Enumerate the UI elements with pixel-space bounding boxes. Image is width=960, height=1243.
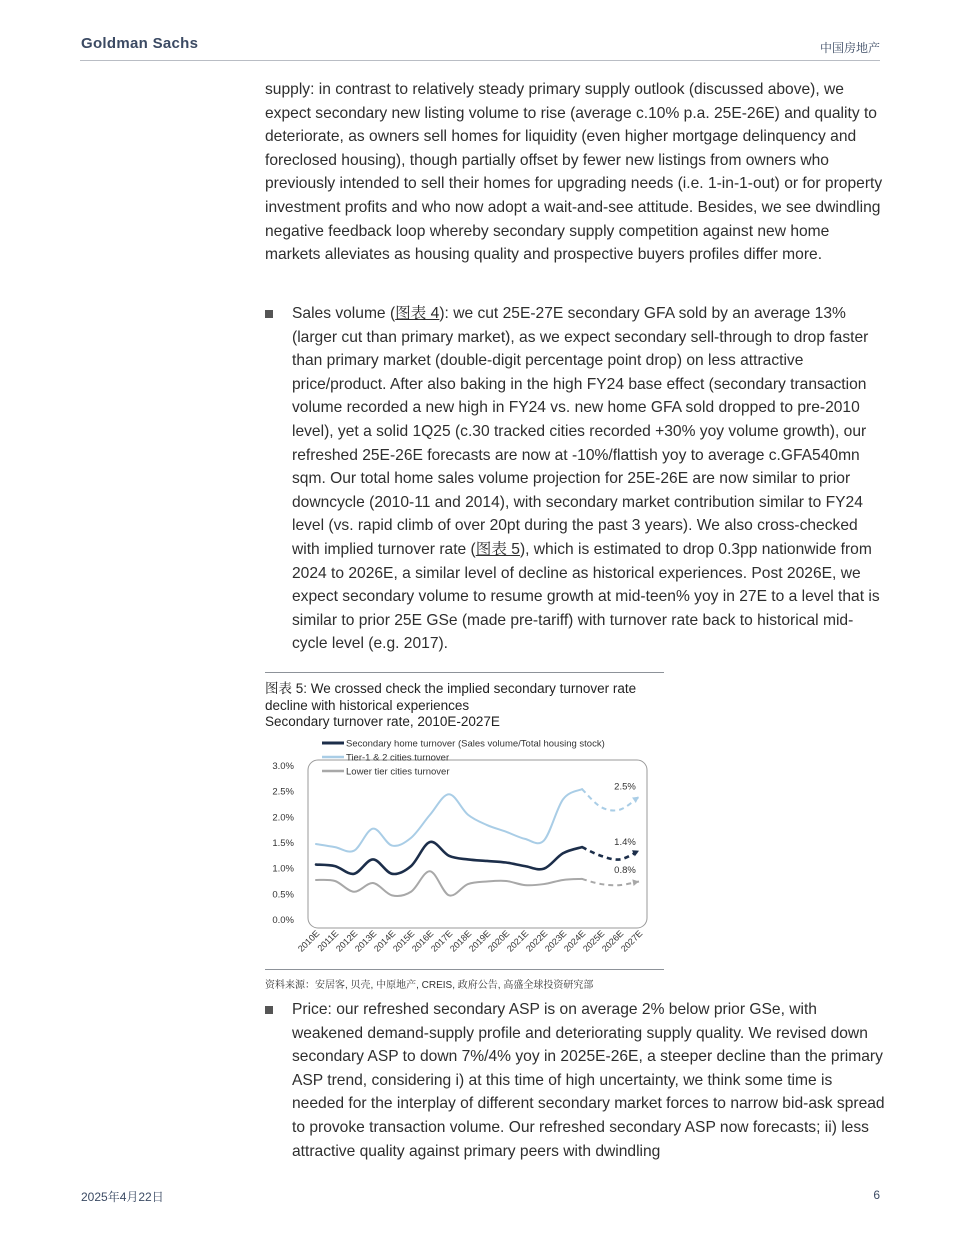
footer-date: 2025年4月22日: [81, 1190, 164, 1204]
data-label: 0.8%: [614, 865, 636, 877]
x-tick-label: 2012E: [333, 928, 360, 954]
data-label: 2.5%: [614, 781, 636, 793]
forecast-arrow-icon: [632, 797, 639, 803]
brand-name: Goldman Sachs: [81, 35, 199, 52]
bullet-square-icon: [265, 310, 273, 318]
sales-lead: Sales volume (: [292, 305, 396, 322]
y-tick-label: 0.5%: [272, 889, 294, 901]
x-tick-label: 2021E: [504, 928, 531, 954]
x-tick-label: 2011E: [315, 928, 341, 954]
series-line-actual: [316, 789, 582, 852]
y-tick-label: 1.0%: [272, 863, 294, 875]
plot-frame: [308, 760, 647, 928]
figure-top-rule: [265, 672, 664, 673]
series-line-actual: [316, 871, 582, 896]
figure-title: 图表 5: We crossed check the implied secondary turnover rate decline with historical experiences: [265, 681, 637, 713]
sales-text-a: ): we cut 25E-27E secondary GFA sold by an average 13% (larger cut than primary market), as we expect secondary sell-through to drop faster than primary market (double-digit percentage point drop) on less attractive price/product. After also baking in the high FY24 base effect (secondary transaction volume recorded a new high in FY24 vs. new home GFA sold dropped to pre-2010 level), yet a solid 1Q25 (c.30 tracked cities recorded +30% yoy volume growth), our refreshed 25E-26E forecasts are now at -10%/flattish yoy to average c.GFA540mn sqm. Our total home sales volume projection for 25E-26E are now similar to prior downcycle (2010-11 and 2014), with secondary market contribution similar to FY24 level (vs. rapid climb of over 20pt during the past 3 years). We also cross-checked with implied turnover rate (: [292, 305, 869, 558]
x-tick-label: 2024E: [561, 928, 588, 954]
figure-bottom-rule: [265, 969, 664, 970]
header-divider: [80, 60, 880, 61]
y-tick-label: 2.0%: [272, 812, 294, 824]
y-tick-label: 0.0%: [272, 915, 294, 926]
legend-label: Lower tier cities turnover: [346, 766, 450, 778]
x-tick-label: 2023E: [542, 928, 569, 954]
section-label: 中国房地产: [819, 41, 880, 55]
x-tick-label: 2022E: [523, 928, 550, 954]
turnover-chart: [262, 732, 662, 964]
x-tick-label: 2014E: [371, 928, 398, 954]
sales-volume-bullet: [265, 302, 885, 656]
x-tick-label: 2020E: [485, 928, 512, 954]
bullet-square-icon: [265, 1006, 273, 1014]
x-tick-label: 2016E: [409, 928, 436, 954]
y-tick-label: 1.5%: [272, 838, 294, 849]
sales-text-b: ), which is estimated to drop 0.3pp nationwide from 2024 to 2026E, a similar level of decline as historical experiences. Post 2026E, we expect secondary volume to resume growth at mid-teen% yoy in 27E to a level that is similar to prior 25E GSe (made pre-tariff) with turnover rate back to historical mid-cycle level (e.g. 2017).: [292, 540, 880, 653]
x-tick-label: 2013E: [352, 928, 379, 954]
data-label: 1.4%: [614, 836, 636, 848]
x-tick-label: 2019E: [466, 928, 493, 954]
price-bullet: [265, 998, 885, 1163]
x-tick-label: 2015E: [390, 928, 417, 954]
x-tick-label: 2025E: [580, 928, 607, 954]
intro-paragraph: supply: in contrast to relatively steady primary supply outlook (discussed above), we expect secondary new listing volume to rise (average c.10% p.a. 25E-26E) and quality to deteriorate, as owners sell homes for liquidity (even higher mortgage delinquency and foreclosed housing), though partially offset by fewer new listings from owners who previously intended to sell their homes for upgrading needs (i.e. 1-in-1-out) or for property investment profits and who now adopt a wait-and-see attitude. Besides, we see dwindling negative feedback loop whereby secondary supply competition against new home markets alleviates as housing quality and prospective buyers profiles differ more.: [265, 81, 883, 264]
page-number: 6: [873, 1188, 880, 1202]
series-line-actual: [316, 842, 582, 874]
figure-source: 资料来源：安居客, 贝壳, 中原地产, CREIS, 政府公告, 高盛全球投资研究部: [265, 980, 594, 991]
x-tick-label: 2010E: [295, 928, 322, 954]
legend-label: Tier-1 & 2 cities turnover: [346, 752, 450, 764]
series-line-forecast: [582, 879, 639, 885]
x-tick-label: 2027E: [618, 928, 645, 954]
figure-subtitle: Secondary turnover rate, 2010E-2027E: [265, 714, 500, 729]
y-tick-label: 2.5%: [272, 786, 294, 798]
figure-5-link[interactable]: 图表 5: [475, 540, 520, 558]
figure-4-link[interactable]: 图表 4: [395, 305, 440, 322]
x-tick-label: 2017E: [428, 928, 455, 954]
y-tick-label: 3.0%: [272, 761, 294, 772]
x-tick-label: 2018E: [447, 928, 474, 954]
price-text: Price: our refreshed secondary ASP is on average 2% below prior GSe, with weakened demand-supply profile and deteriorating supply quality. We revised down secondary ASP to down 7%/4% yoy in 2025E-26E, a steeper decline than the primary ASP trend, considering i) at this time of high uncertainty, we think some time is needed for the interplay of different secondary market forces to narrow bid-ask spread to provoke transaction volume. Our refreshed secondary ASP now forecasts; ii) less attractive quality against primary peers with dwindling: [292, 1001, 885, 1160]
sales-volume-text: [292, 302, 885, 656]
legend-label: Secondary home turnover (Sales volume/Total housing stock): [346, 738, 605, 750]
series-line-forecast: [582, 847, 639, 859]
x-tick-label: 2026E: [599, 928, 626, 954]
